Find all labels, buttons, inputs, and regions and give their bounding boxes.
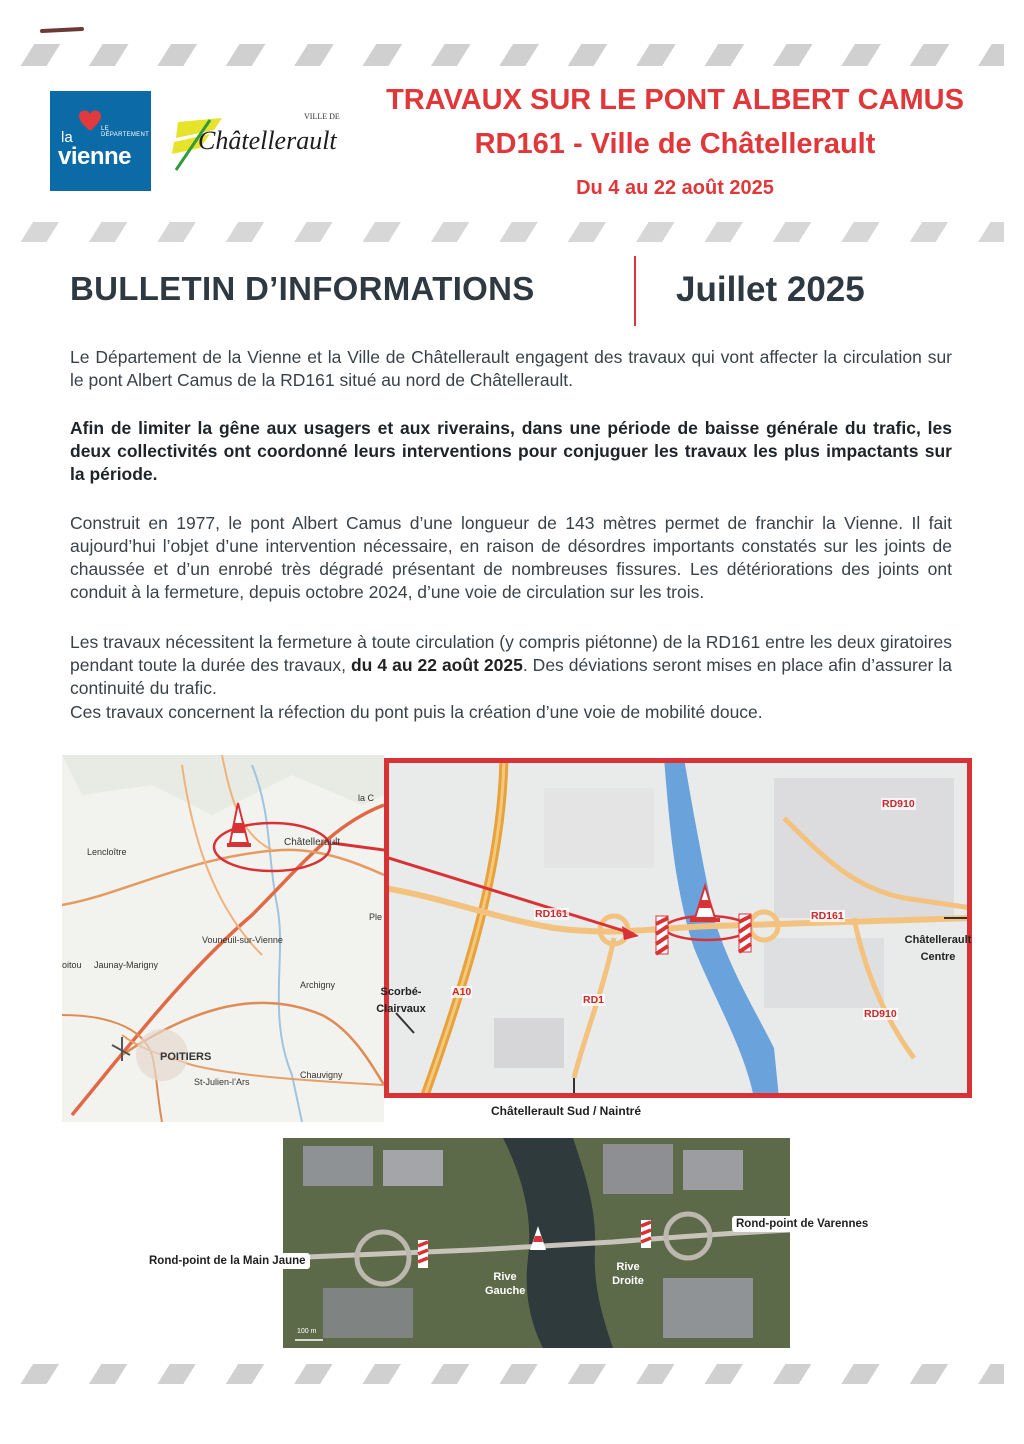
road-rd1: RD1 xyxy=(583,994,605,1006)
road-rd161-east: RD161 xyxy=(811,910,844,922)
road-rd910-south: RD910 xyxy=(864,1008,897,1020)
label-rive-droite: Rive Droite xyxy=(612,1261,644,1287)
town-archigny: Archigny xyxy=(300,980,336,990)
place-chatellerault-sud: Châtellerault Sud / Naintré xyxy=(491,1104,642,1118)
label-main-jaune-roundabout: Rond-point de la Main Jaune xyxy=(145,1253,310,1269)
closure-dates: du 4 au 22 août 2025 xyxy=(350,655,523,675)
town-lac: la C xyxy=(358,793,375,803)
header-subtitle: RD161 - Ville de Châtellerault xyxy=(474,128,876,160)
header-title: TRAVAUX SUR LE PONT ALBERT CAMUS xyxy=(386,84,964,116)
label-rive-gauche: Rive Gauche xyxy=(485,1271,526,1297)
town-ple: Ple xyxy=(369,912,383,922)
paragraph-works: Ces travaux concernent la réfection du pont puis la création d’une voie de mobilité douce. xyxy=(70,702,763,722)
road-a10: A10 xyxy=(452,986,472,998)
town-jaunay: Jaunay-Marigny xyxy=(94,960,159,970)
bulletin-date: Juillet 2025 xyxy=(676,270,865,309)
logo-villede-text: VILLE DE xyxy=(304,112,340,121)
vienne-department-logo xyxy=(50,91,151,191)
place-chatellerault-centre: Châtellerault Centre xyxy=(904,934,972,963)
heart-icon xyxy=(78,109,102,133)
paragraph-closure xyxy=(70,631,952,700)
road-rd910-north: RD910 xyxy=(882,798,915,810)
detail-map xyxy=(384,758,972,1098)
bulletin-title: BULLETIN D’INFORMATIONS xyxy=(70,270,535,307)
scale-bar-label: 100 m xyxy=(297,1328,317,1335)
bottom-hatch-band xyxy=(20,1364,1004,1384)
header-dates: Du 4 au 22 août 2025 xyxy=(576,177,774,199)
town-oitou: oitou xyxy=(62,960,82,970)
pen-mark xyxy=(40,27,84,33)
heading-divider xyxy=(634,256,636,326)
paragraph-coordination: Afin de limiter la gêne aux usagers et aux riverains, dans une période de baisse générale du trafic, les deux collectivités ont coordonné leurs interventions pour conjuguer les travaux les plus impactants sur la période. xyxy=(70,418,952,484)
closure-text-c: . Des déviations seront mises en place afin d’assurer la continuité du trafic. xyxy=(70,655,952,698)
logo-la-text: la xyxy=(61,129,73,146)
aerial-photo xyxy=(283,1138,790,1348)
chatellerault-logo xyxy=(170,112,355,174)
town-poitiers: POITIERS xyxy=(160,1051,212,1063)
town-st-julien: St-Julien-l’Ars xyxy=(194,1077,250,1087)
logo-chatellerault-text: Châtellerault xyxy=(198,126,337,155)
road-rd161-west: RD161 xyxy=(535,908,568,920)
logo-vienne-text: vienne xyxy=(58,143,132,170)
town-chatellerault: Châtellerault xyxy=(284,837,341,848)
town-vouneuil: Vouneuil-sur-Vienne xyxy=(202,935,283,945)
overview-map xyxy=(62,755,384,1122)
logo-departement-text: LE DÉPARTEMENT xyxy=(101,126,150,138)
town-chauvigny: Chauvigny xyxy=(300,1070,343,1080)
top-hatch-band xyxy=(20,44,1004,66)
closure-text-a: Les travaux nécessitent la fermeture à toute circulation (y compris piétonne) de la RD161 entre les deux giratoires pendant toute la durée des travaux, xyxy=(70,632,952,675)
middle-hatch-band xyxy=(20,222,1004,242)
place-scorbe-clairvaux: Scorbé- Clairvaux xyxy=(376,986,426,1015)
label-varennes-roundabout: Rond-point de Varennes xyxy=(732,1216,872,1232)
town-lencloitre: Lencloître xyxy=(87,847,127,857)
paragraph-intro: Le Département de la Vienne et la Ville de Châtellerault engagent des travaux qui vont affecter la circulation sur le pont Albert Camus de la RD161 situé au nord de Châtellerault. xyxy=(70,347,952,390)
paragraph-bridge-history: Construit en 1977, le pont Albert Camus d’une longueur de 143 mètres permet de franchir la Vienne. Il fait aujourd’hui l’objet d’une intervention nécessaire, en raison de désordres importants constatés sur les joints de chaussée et d’un enrobé très dégradé présentant de nombreuses fissures. Les détériorations des joints ont conduit à la fermeture, depuis octobre 2024, d’une voie de circulation sur les trois. xyxy=(70,513,952,602)
